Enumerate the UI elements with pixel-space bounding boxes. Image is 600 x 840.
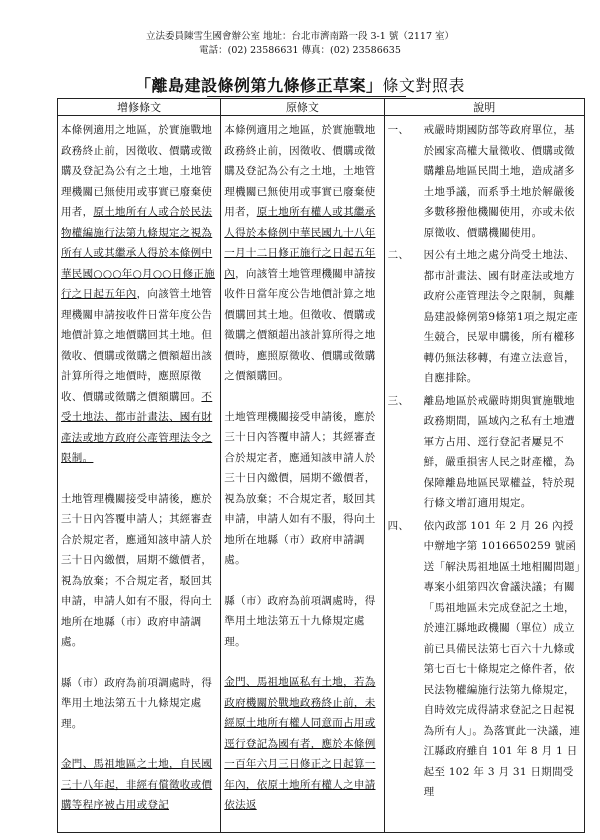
comparison-table: [57, 98, 585, 833]
revised-text-cell: [58, 116, 221, 833]
original-text-cell: [221, 116, 384, 833]
title-underline: [207, 96, 406, 97]
document-title: [0, 73, 600, 96]
original-p1-text: 本條例適用之地區，於實施戰地政務終止前，因徵收、價購或徵購及登記為公有之土地，土地管理機關已無使用或事實已廢棄使用者，: [224, 124, 376, 218]
revised-paragraph-2: 土地管理機關接受申請後，應於三十日內答覆申請人；其經審查合於規定者，應通知該申請人於三十日內繳價，屆期不繳價者，視為放棄；不合規定者，駁回其申請，申請人如有不服，得向土地所在地縣（市）政府申請調處。: [61, 492, 213, 648]
title-suffix: 條文對照表: [382, 76, 466, 95]
note-item: [388, 516, 581, 803]
original-paragraph-4: [224, 672, 380, 816]
notes-cell: [384, 116, 584, 833]
original-p1-amended: 原土地所有權人或其繼承人得於本條例中華民國九十八年一月十二日修正施行之日起五年內: [224, 206, 376, 280]
header-revised: 增修條文: [58, 99, 221, 116]
original-paragraph-1: [224, 120, 380, 387]
original-p4-amended: 金門、馬祖地區私有土地，若為政府機關於戰地政務終止前，未經原土地所有權人同意而占用或逕行登記為國有者，應於本條例一百年六月三日修正之日起算一年內，依原土地所有權人之申請依法返: [224, 676, 376, 811]
revised-paragraph-4: [61, 754, 217, 816]
note-text: 戒嚴時期國防部等政府單位，基於國家高權大量徵收、價購或徵購離島地區民間土地，造成諸多土地爭議，而系爭土地於解嚴後多數移撥他機關使用，亦或未依原徵收、價購機關使用。: [423, 124, 575, 239]
paragraph-gap: [224, 652, 380, 672]
paragraph-gap: [61, 469, 217, 489]
title-main: 「離島建設條例第九條修正草案」: [134, 76, 383, 95]
paragraph-gap: [224, 571, 380, 591]
paragraph-gap: [61, 734, 217, 754]
header-notes: 說明: [384, 99, 584, 116]
note-text: 因公有土地之處分尚受土地法、都市計畫法、國有財產法或地方政府公產管理法令之限制，與離島建設條例第9條第1項之規定產生競合，民眾申購後，所有權移轉仍無法移轉，有違立法意旨，自應排除。: [423, 249, 578, 384]
original-paragraph-2: 土地管理機關接受申請後，應於三十日內答覆申請人；其經審查合於規定者，應通知該申請人於三十日內繳價，屆期不繳價者，視為放棄；不合規定者，駁回其申請，申請人如有不服，得向土地所在地縣（市）政府申請調處。: [224, 410, 376, 566]
note-item: [388, 391, 581, 514]
note-item: [388, 120, 581, 243]
revised-p1-text: 本條例適用之地區，於實施戰地政務終止前，因徵收、價購或徵購及登記為公有之土地，土地管理機關已無使用或事實已廢棄使用者，: [61, 124, 213, 218]
paragraph-gap: [224, 387, 380, 407]
note-number: 一、: [387, 124, 410, 136]
note-text: 離島地區於戒嚴時期與實施戰地政務期間，區域內之私有土地遭軍方占用、逕行登記者屢見不鮮，嚴重損害人民之財產權，為保障離島地區民眾權益，特於現行條文增訂適用規定。: [423, 394, 575, 509]
office-header: [0, 30, 600, 58]
table-row: [58, 116, 585, 833]
revised-p1-amended-2: 不受土地法、都市計畫法、國有財產法或地方政府公產管理法令之限制。: [61, 390, 213, 464]
paragraph-gap: [61, 653, 217, 673]
revised-p4-amended: 金門、馬祖地區之土地，自民國三十八年起，非經有償徵收或價購等程序被占用或登記: [61, 758, 213, 811]
original-paragraph-3: 縣（市）政府為前項調處時，得準用土地法第五十九條規定處理。: [224, 594, 376, 648]
revised-paragraph-1: [61, 120, 217, 469]
table-header-row: [58, 99, 585, 116]
original-p1-text-cont: ，向該管土地管理機關申請按收件日當年度公告地價計算之地價購回其土地。但徵收、價購或徵購之價額超出該計算所得之地價時，應照原徵收、價購或徵購之價額購回。: [224, 267, 376, 382]
notes-list: [388, 120, 581, 803]
note-number: 二、: [387, 249, 410, 261]
office-phone-fax: 電話：(02) 23586631 傳真：(02) 23586635: [199, 45, 401, 56]
header-original: 原條文: [221, 99, 384, 116]
note-text: 依內政部 101 年 2 月 26 內授中辦地字第 1016650259 號函送「解決馬祖地區土地相關問題」專案小組第四次會議決議；有關「馬祖地區未完成登記之土地，於連江縣地政機關（單位）成立前已具備民法第七百六十九條或第七百七十條規定之條件者，依民法物權編施行法第九條規定，自時效完成得請求登記之日起視為所有人」。為落實此一決議，連江縣政府雖自 101 年 8 月 1 日起至 102 年 3 月 31 日期間受理: [423, 519, 581, 798]
note-item: [388, 245, 581, 389]
note-number: 四、: [387, 519, 410, 532]
note-number: 三、: [387, 394, 410, 407]
office-address: 立法委員陳雪生國會辦公室 地址：台北市濟南路一段 3-1 號（2117 室）: [145, 31, 455, 42]
revised-paragraph-3: 縣（市）政府為前項調處時，得準用土地法第五十九條規定處理。: [61, 676, 213, 730]
revised-p1-amended: 原土地所有人或合於民法物權編施行法第九條規定之視為所有人或其繼承人得於本條例中華民國○○○年○月○○日修正施行之日起五年內: [61, 206, 215, 300]
revised-p1-text-cont: ，向該管土地管理機關申請按收件日當年度公告地價計算之地價購回其土地。但徵收、價購或徵購之價額超出該計算所得之地價時，應照原徵收、價購或徵購之價額購回。: [61, 288, 213, 403]
